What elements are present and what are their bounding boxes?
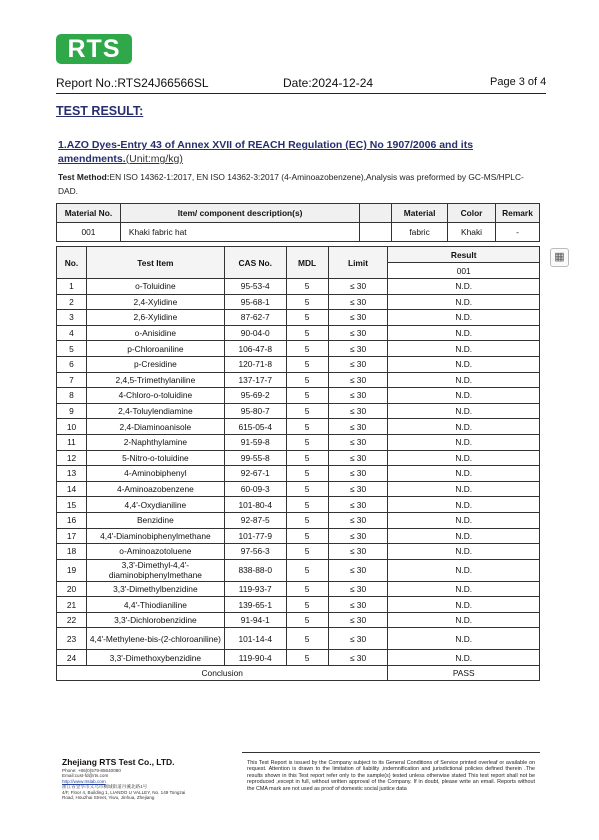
result-cell-no: 4 (57, 325, 87, 341)
result-cell-result: N.D. (388, 581, 540, 597)
footer-website-link[interactable]: http://www.rtslab.com (62, 778, 106, 784)
result-cell-limit: ≤ 30 (328, 597, 388, 613)
result-cell-mdl: 5 (286, 434, 328, 450)
header-divider (56, 93, 546, 94)
result-cell-limit: ≤ 30 (328, 419, 388, 435)
result-cell-result: N.D. (388, 356, 540, 372)
material-header: Remark (495, 204, 539, 223)
result-cell-no: 22 (57, 612, 87, 628)
result-cell-result: N.D. (388, 497, 540, 513)
footer-disclaimer: This Test Report is issued by the Company subject to its General Conditions of Service printed overleaf or available on request. Attention is drawn to the limitation of liability ,indemnification and jurisdictional policies defined therein .The results shown in this Test report refer only to the sample(s) tested unless otherwise stated This test report shall not be reproduced ,except in full, without written approval of the Company. If in doubt, please write an email. Reports without the CMA mark are not used as proof of domestic social justice data (247, 760, 535, 792)
result-cell-mdl: 5 (286, 341, 328, 357)
result-cell-mdl: 5 (286, 544, 328, 560)
result-row (57, 450, 540, 466)
result-cell-limit: ≤ 30 (328, 434, 388, 450)
result-cell-cas: 97-56-3 (224, 544, 286, 560)
result-cell-result: N.D. (388, 466, 540, 482)
section-heading (58, 138, 498, 166)
section-heading-text: 1.AZO Dyes-Entry 43 of Annex XVII of REACH Regulation (EC) No 1907/2006 and its amendments. (58, 139, 474, 165)
result-cell-cas: 139-65-1 (224, 597, 286, 613)
result-cell-result: N.D. (388, 650, 540, 666)
result-cell-item: o-Toluidine (86, 279, 224, 295)
result-cell-no: 23 (57, 628, 87, 650)
result-cell-cas: 615-05-4 (224, 419, 286, 435)
result-row (57, 294, 540, 310)
result-cell-mdl: 5 (286, 403, 328, 419)
header-sample: 001 (388, 263, 540, 279)
result-cell-mdl: 5 (286, 294, 328, 310)
result-cell-mdl: 5 (286, 356, 328, 372)
header-mdl: MDL (286, 247, 328, 279)
result-cell-result: N.D. (388, 597, 540, 613)
result-row (57, 512, 540, 528)
material-cell: Khaki fabric hat (120, 223, 359, 242)
result-row (57, 325, 540, 341)
result-cell-item: Benzidine (86, 512, 224, 528)
result-cell-cas: 838-88-0 (224, 559, 286, 581)
result-cell-cas: 90-04-0 (224, 325, 286, 341)
result-cell-no: 2 (57, 294, 87, 310)
result-cell-result: N.D. (388, 279, 540, 295)
result-cell-item: 4-Aminobiphenyl (86, 466, 224, 482)
material-cell: Khaki (448, 223, 496, 242)
result-cell-limit: ≤ 30 (328, 372, 388, 388)
result-cell-item: 4-Chloro-o-toluidine (86, 388, 224, 404)
report-number: Report No.:RTS24J66566SL (56, 76, 209, 90)
result-cell-no: 14 (57, 481, 87, 497)
result-cell-no: 5 (57, 341, 87, 357)
result-body (57, 279, 540, 666)
result-cell-item: 2,4-Xylidine (86, 294, 224, 310)
result-cell-no: 24 (57, 650, 87, 666)
result-cell-cas: 119-93-7 (224, 581, 286, 597)
result-cell-result: N.D. (388, 481, 540, 497)
result-cell-cas: 101-80-4 (224, 497, 286, 513)
material-header: Material (392, 204, 448, 223)
result-cell-mdl: 5 (286, 650, 328, 666)
result-cell-item: 3,3'-Dimethyl-4,4'-diaminobiphenylmethane (86, 559, 224, 581)
result-cell-cas: 92-67-1 (224, 466, 286, 482)
result-cell-limit: ≤ 30 (328, 450, 388, 466)
result-cell-mdl: 5 (286, 559, 328, 581)
result-cell-item: 5-Nitro-o-toluidine (86, 450, 224, 466)
conclusion-label: Conclusion (57, 666, 388, 681)
result-cell-limit: ≤ 30 (328, 559, 388, 581)
section-unit: (Unit:mg/kg) (125, 153, 183, 165)
result-cell-item: o-Aminoazotoluene (86, 544, 224, 560)
result-cell-mdl: 5 (286, 450, 328, 466)
header-cas: CAS No. (224, 247, 286, 279)
conclusion-row (57, 666, 540, 681)
page-title: TEST RESULT: (56, 104, 144, 118)
result-cell-no: 10 (57, 419, 87, 435)
result-row (57, 628, 540, 650)
result-cell-cas: 137-17-7 (224, 372, 286, 388)
result-cell-result: N.D. (388, 341, 540, 357)
result-cell-cas: 119-90-4 (224, 650, 286, 666)
result-cell-result: N.D. (388, 372, 540, 388)
result-cell-cas: 95-80-7 (224, 403, 286, 419)
result-cell-limit: ≤ 30 (328, 650, 388, 666)
result-cell-cas: 60-09-3 (224, 481, 286, 497)
result-cell-limit: ≤ 30 (328, 341, 388, 357)
qr-scan-icon[interactable]: ▦ (550, 248, 569, 267)
test-method-label: Test Method: (58, 172, 110, 182)
result-cell-mdl: 5 (286, 372, 328, 388)
result-cell-mdl: 5 (286, 481, 328, 497)
result-cell-mdl: 5 (286, 279, 328, 295)
material-header-row (57, 204, 540, 223)
result-row (57, 372, 540, 388)
result-cell-result: N.D. (388, 612, 540, 628)
footer-company: Zhejiang RTS Test Co., LTD. (62, 757, 175, 767)
result-cell-limit: ≤ 30 (328, 581, 388, 597)
result-cell-result: N.D. (388, 528, 540, 544)
conclusion-value: PASS (388, 666, 540, 681)
material-cell: - (495, 223, 539, 242)
result-cell-limit: ≤ 30 (328, 403, 388, 419)
result-cell-cas: 99-55-8 (224, 450, 286, 466)
result-row (57, 279, 540, 295)
result-cell-cas: 95-68-1 (224, 294, 286, 310)
result-cell-item: p-Cresidine (86, 356, 224, 372)
result-cell-item: 2,6-Xylidine (86, 310, 224, 326)
result-cell-result: N.D. (388, 450, 540, 466)
result-cell-cas: 91-94-1 (224, 612, 286, 628)
result-cell-cas: 101-14-4 (224, 628, 286, 650)
result-row (57, 650, 540, 666)
result-cell-no: 8 (57, 388, 87, 404)
result-table (56, 246, 540, 681)
material-header (360, 204, 392, 223)
result-cell-mdl: 5 (286, 581, 328, 597)
material-table (56, 203, 540, 242)
material-cell: fabric (392, 223, 448, 242)
result-cell-result: N.D. (388, 434, 540, 450)
result-cell-no: 17 (57, 528, 87, 544)
result-cell-limit: ≤ 30 (328, 628, 388, 650)
page-number: Page 3 of 4 (490, 76, 547, 88)
result-cell-cas: 87-62-7 (224, 310, 286, 326)
report-date: Date:2024-12-24 (283, 76, 374, 90)
result-cell-result: N.D. (388, 294, 540, 310)
result-cell-mdl: 5 (286, 597, 328, 613)
result-cell-result: N.D. (388, 403, 540, 419)
result-cell-limit: ≤ 30 (328, 481, 388, 497)
result-row (57, 388, 540, 404)
result-cell-cas: 91-59-8 (224, 434, 286, 450)
result-cell-item: 3,3'-Dimethoxybenzidine (86, 650, 224, 666)
result-header-row (57, 247, 540, 263)
result-cell-mdl: 5 (286, 325, 328, 341)
footer-divider (242, 752, 540, 753)
result-cell-mdl: 5 (286, 419, 328, 435)
footer-phone: Phone: +86(0)579-85640080 (62, 768, 121, 773)
result-row (57, 403, 540, 419)
material-header: Material No. (57, 204, 121, 223)
result-cell-mdl: 5 (286, 612, 328, 628)
result-row (57, 612, 540, 628)
result-cell-mdl: 5 (286, 512, 328, 528)
result-cell-no: 11 (57, 434, 87, 450)
result-row (57, 419, 540, 435)
result-cell-result: N.D. (388, 325, 540, 341)
result-cell-cas: 95-53-4 (224, 279, 286, 295)
result-cell-mdl: 5 (286, 497, 328, 513)
result-cell-result: N.D. (388, 628, 540, 650)
result-row (57, 434, 540, 450)
result-cell-no: 20 (57, 581, 87, 597)
result-cell-no: 9 (57, 403, 87, 419)
result-cell-cas: 92-87-5 (224, 512, 286, 528)
result-cell-item: 2,4-Toluylendiamine (86, 403, 224, 419)
result-cell-item: 3,3'-Dimethylbenzidine (86, 581, 224, 597)
result-cell-no: 1 (57, 279, 87, 295)
result-cell-result: N.D. (388, 419, 540, 435)
result-cell-no: 3 (57, 310, 87, 326)
result-row (57, 544, 540, 560)
result-cell-no: 7 (57, 372, 87, 388)
result-cell-limit: ≤ 30 (328, 325, 388, 341)
result-cell-item: 4-Aminoazobenzene (86, 481, 224, 497)
result-row (57, 356, 540, 372)
result-cell-item: p-Chloroaniline (86, 341, 224, 357)
result-cell-item: 3,3'-Dichlorobenzidine (86, 612, 224, 628)
result-cell-limit: ≤ 30 (328, 388, 388, 404)
material-header: Color (448, 204, 496, 223)
result-cell-item: 4,4'-Diaminobiphenylmethane (86, 528, 224, 544)
result-cell-limit: ≤ 30 (328, 544, 388, 560)
result-cell-no: 18 (57, 544, 87, 560)
rts-logo: RTS (56, 34, 132, 64)
result-cell-no: 12 (57, 450, 87, 466)
material-cell (360, 223, 392, 242)
result-cell-mdl: 5 (286, 310, 328, 326)
result-cell-cas: 95-69-2 (224, 388, 286, 404)
result-cell-mdl: 5 (286, 466, 328, 482)
header-no: No. (57, 247, 87, 279)
result-cell-limit: ≤ 30 (328, 466, 388, 482)
footer-address-en: 4/F, Floor 4, Building 1, LIANDO U VALLEY, No. 149 Tongzai Road, Houzhai Street, Yiwu, Jinhua, Zhejiang (62, 789, 186, 801)
result-row (57, 528, 540, 544)
result-row (57, 497, 540, 513)
result-cell-limit: ≤ 30 (328, 497, 388, 513)
test-method (58, 170, 528, 198)
result-cell-limit: ≤ 30 (328, 310, 388, 326)
result-cell-limit: ≤ 30 (328, 294, 388, 310)
result-cell-item: 2-Naphthylamine (86, 434, 224, 450)
material-row (57, 223, 540, 242)
result-cell-no: 13 (57, 466, 87, 482)
result-cell-result: N.D. (388, 310, 540, 326)
result-cell-limit: ≤ 30 (328, 512, 388, 528)
result-cell-result: N.D. (388, 544, 540, 560)
header-limit: Limit (328, 247, 388, 279)
result-row (57, 310, 540, 326)
result-row (57, 341, 540, 357)
result-cell-mdl: 5 (286, 628, 328, 650)
result-cell-cas: 120-71-8 (224, 356, 286, 372)
result-row (57, 581, 540, 597)
result-cell-item: 4,4'-Thiodianiline (86, 597, 224, 613)
result-cell-result: N.D. (388, 388, 540, 404)
result-cell-result: N.D. (388, 559, 540, 581)
result-row (57, 559, 540, 581)
result-cell-no: 21 (57, 597, 87, 613)
result-cell-cas: 101-77-9 (224, 528, 286, 544)
result-row (57, 597, 540, 613)
result-cell-item: 4,4'-Methylene-bis-(2-chloroaniline) (86, 628, 224, 650)
result-cell-item: o-Anisidine (86, 325, 224, 341)
result-cell-item: 4,4'-Oxydianiline (86, 497, 224, 513)
result-cell-limit: ≤ 30 (328, 356, 388, 372)
result-row (57, 466, 540, 482)
footer-address (62, 768, 192, 800)
result-cell-mdl: 5 (286, 528, 328, 544)
result-cell-cas: 106-47-8 (224, 341, 286, 357)
result-cell-item: 2,4-Diaminoanisole (86, 419, 224, 435)
result-cell-item: 2,4,5-Trimethylaniline (86, 372, 224, 388)
result-cell-no: 16 (57, 512, 87, 528)
footer-address-cn: 浙江省金华市义乌市稠城街道丹溪北路1号 (62, 784, 148, 790)
result-row (57, 481, 540, 497)
footer-email[interactable]: Email:cust-fd@rts.com (62, 773, 109, 779)
material-cell: 001 (57, 223, 121, 242)
result-cell-no: 19 (57, 559, 87, 581)
result-cell-mdl: 5 (286, 388, 328, 404)
material-header: Item/ component description(s) (120, 204, 359, 223)
result-cell-limit: ≤ 30 (328, 279, 388, 295)
result-cell-limit: ≤ 30 (328, 528, 388, 544)
result-cell-no: 6 (57, 356, 87, 372)
header-test-item: Test Item (86, 247, 224, 279)
result-cell-limit: ≤ 30 (328, 612, 388, 628)
test-method-text: EN ISO 14362-1:2017, EN ISO 14362-3:2017 (4-Aminoazobenzene),Analysis was preformed by GC-MS/HPLC-DAD. (58, 172, 524, 196)
result-cell-result: N.D. (388, 512, 540, 528)
header-result: Result (388, 247, 540, 263)
result-cell-no: 15 (57, 497, 87, 513)
